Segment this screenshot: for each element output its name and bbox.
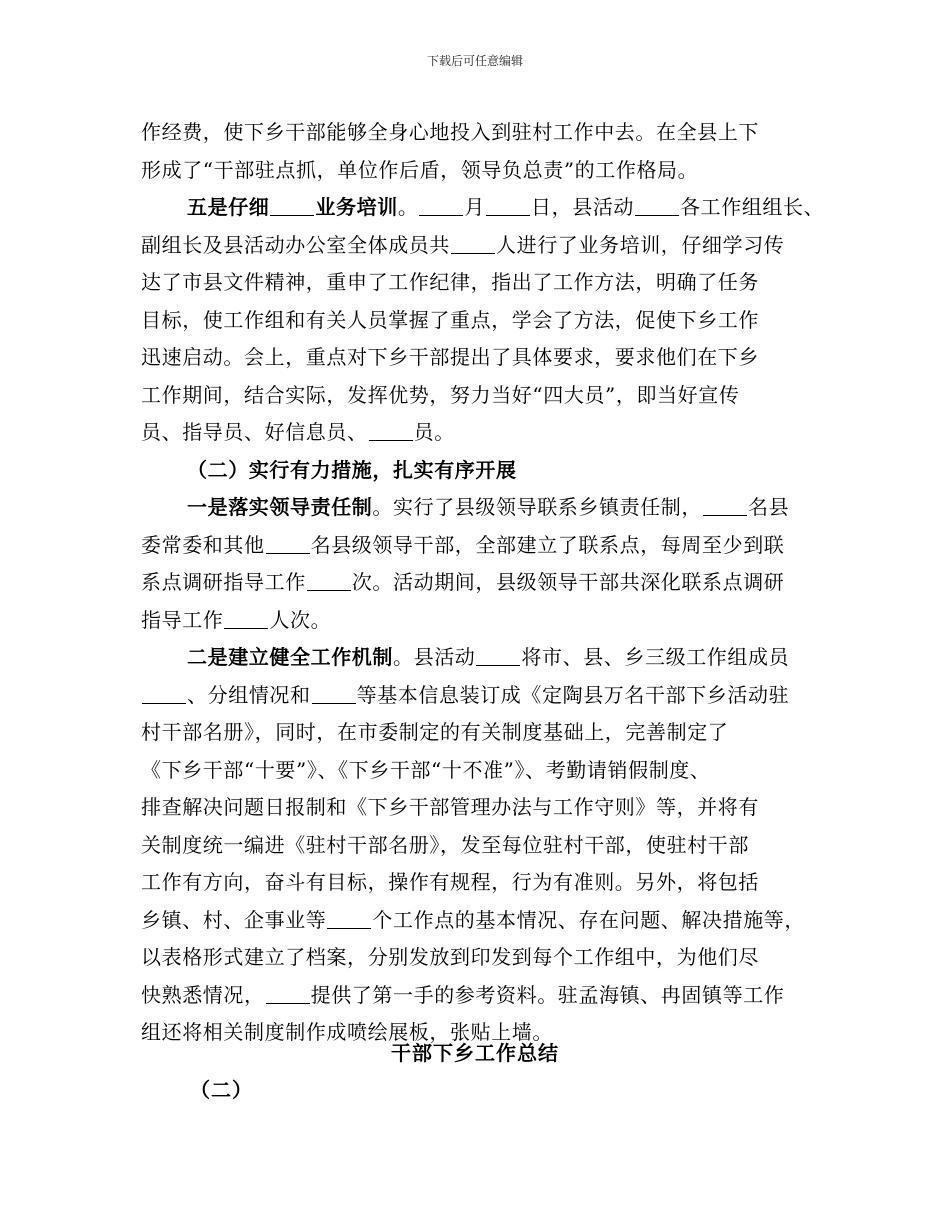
bold-lead: 业务培训 — [315, 195, 398, 219]
fill-blank — [312, 685, 356, 704]
fill-blank — [224, 610, 268, 629]
text: 个工作点的基本情况、存在问题、解决措施等， — [372, 907, 806, 932]
fill-blank — [266, 535, 310, 554]
fill-blank — [635, 197, 679, 216]
text: 员。 — [413, 420, 455, 444]
bold-lead: 二是建立健全工作机制 — [187, 645, 393, 669]
paragraph-line — [141, 564, 831, 602]
fill-blank — [419, 197, 463, 216]
text: 名县级领导干部，全部建立了联系点，每周至少到联 — [310, 532, 785, 557]
text: 乡镇、村、企事业等 — [141, 907, 327, 932]
fill-blank — [270, 197, 314, 216]
text: 将市、县、乡三级工作组成员 — [521, 645, 790, 669]
paragraph-line: 以表格形式建立了档案，分别发放到印发到每个工作组中，为他们尽 — [141, 945, 759, 969]
text: 、分组情况和 — [187, 682, 311, 707]
text: 人进行了业务培训，仔细学习传 — [496, 232, 785, 257]
paragraph-line — [141, 677, 831, 715]
paragraph-line: 工作有方向，奋斗有目标，操作有规程，行为有准则。另外，将包括 — [141, 870, 759, 894]
paragraph-line: 村干部名册》，同时，在市委制定的有关制度基础上，完善制定了 — [141, 720, 729, 744]
text: 人次。 — [269, 607, 332, 632]
text: 副组长及县活动办公室全体成员共 — [141, 232, 450, 257]
paragraph-line: 作经费，使下乡干部能够全身心地投入到驻村工作中去。在全县上下 — [141, 120, 759, 144]
section-heading: （二）实行有力措施，扎实有序开展 — [187, 457, 517, 482]
text: 快熟悉情况， — [141, 982, 265, 1007]
fill-blank — [486, 197, 530, 216]
paragraph-line — [141, 189, 831, 227]
paragraph-line — [141, 639, 831, 677]
paragraph-line: 目标，使工作组和有关人员掌握了重点，学会了方法，促使下乡工作 — [141, 307, 759, 332]
text: 次。活动期间，县级领导干部共深化联系点调研 — [351, 570, 785, 594]
text: 日，县活动 — [531, 195, 635, 219]
text: 。 — [397, 195, 419, 219]
text: 委常委和其他 — [141, 532, 265, 557]
page-header: 下载后可任意编辑 — [426, 54, 523, 68]
sub-heading: （二） — [190, 1078, 253, 1102]
fill-blank — [703, 497, 747, 516]
paragraph-line — [141, 489, 831, 527]
body-text — [141, 114, 831, 1052]
paragraph-line — [141, 602, 831, 640]
paragraph-line: 组还将相关制度制作成喷绘展板，张贴上墙。 — [141, 1020, 553, 1044]
paragraph-line — [141, 902, 831, 940]
document-title: 干部下乡工作总结 — [391, 1041, 559, 1065]
fill-blank — [369, 422, 413, 441]
text: 员、指导员、好信息员、 — [141, 420, 368, 444]
paragraph-line: 关制度统一编进《驻村干部名册》，发至每位驻村干部，使驻村干部 — [141, 832, 749, 857]
paragraph-line: 迅速启动。会上，重点对下乡干部提出了具体要求，要求他们在下乡 — [141, 345, 759, 369]
paragraph-line: 排查解决问题日报制和《下乡干部管理办法与工作守则》等，并将有 — [141, 795, 759, 819]
text: 指导工作 — [141, 607, 224, 632]
text: 月 — [464, 195, 486, 219]
text: 。实行了县级领导联系乡镇责任制， — [372, 495, 703, 519]
fill-blank — [266, 985, 310, 1004]
paragraph-line — [141, 977, 831, 1015]
fill-blank — [451, 235, 495, 254]
text: 各工作组组长、 — [680, 195, 825, 219]
fill-blank — [307, 572, 351, 591]
paragraph-line — [141, 227, 831, 265]
paragraph-line — [141, 414, 831, 452]
text: 。县活动 — [393, 645, 476, 669]
text: 名县 — [748, 495, 790, 519]
text: 提供了第一手的参考资料。驻孟海镇、冉固镇等工作 — [310, 982, 785, 1007]
paragraph-line: 形成了“干部驻点抓，单位作后盾，领导负总责”的工作格局。 — [141, 157, 699, 182]
paragraph-line: 《下乡干部“十要”》、《下乡干部“十不准”》、考勤请销假制度、 — [141, 757, 711, 782]
bold-lead: 五是仔细 — [187, 195, 270, 219]
fill-blank — [327, 910, 371, 929]
fill-blank — [142, 685, 186, 704]
paragraph-line: 工作期间，结合实际，发挥优势，努力当好“四大员”，即当好宣传 — [141, 382, 740, 407]
paragraph-line: 达了市县文件精神，重申了工作纪律，指出了工作方法，明确了任务 — [141, 270, 759, 294]
paragraph-line — [141, 527, 831, 565]
text: 等基本信息装订成《定陶县万名干部下乡活动驻 — [356, 682, 790, 707]
bold-lead: 一是落实领导责任制 — [187, 495, 373, 519]
text: 系点调研指导工作 — [141, 570, 306, 594]
fill-blank — [476, 647, 520, 666]
